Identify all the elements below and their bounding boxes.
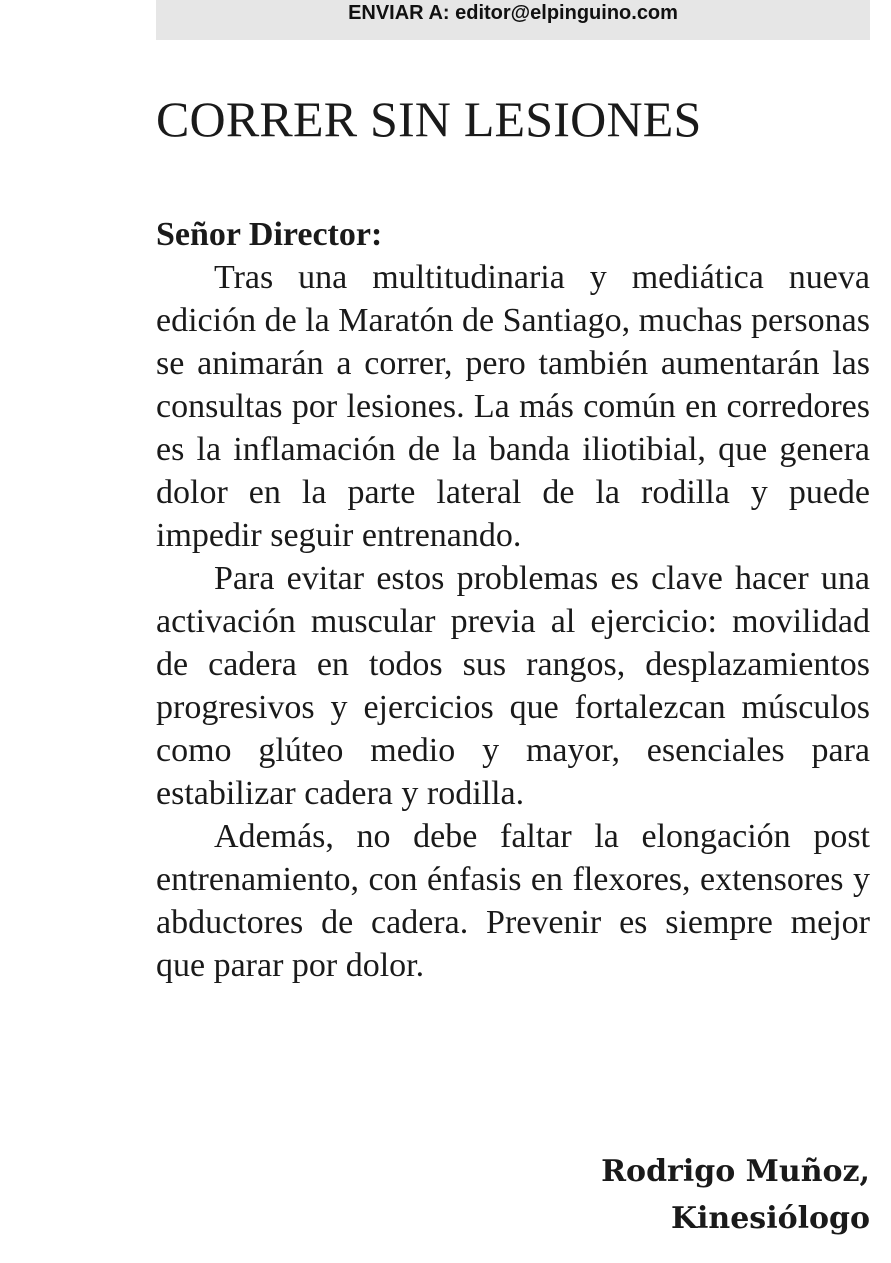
letter-signature xyxy=(601,1148,870,1242)
signature-name: Rodrigo Muñoz, xyxy=(601,1154,870,1189)
letter-headline: CORRER SIN LESIONES xyxy=(156,91,702,147)
letter-paragraph-1: Tras una multitudinaria y mediática nueva edición de la Maratón de Santiago, muchas personas se animarán a correr, pero también aumentarán las consultas por lesiones. La más común en corredores es la inflamación de la banda iliotibial, que genera dolor en la parte lateral de la rodilla y puede impedir seguir entrenando. xyxy=(156,259,870,554)
letter-body xyxy=(156,256,870,987)
send-to-email-text: ENVIAR A: editor@elpinguino.com xyxy=(348,2,678,24)
signature-title: Kinesiólogo xyxy=(670,1201,870,1236)
letter-salutation: Señor Director: xyxy=(156,216,383,253)
send-to-banner xyxy=(156,0,870,40)
letter-paragraph-3: Además, no debe faltar la elongación post entrenamiento, con énfasis en flexores, extensores y abductores de cadera. Prevenir es siempre mejor que parar por dolor. xyxy=(156,818,870,984)
letter-paragraph-2: Para evitar estos problemas es clave hacer una activación muscular previa al ejercicio: movilidad de cadera en todos sus rangos, desplazamientos progresivos y ejercicios que fortalezcan músculos como glúteo medio y mayor, esenciales para estabilizar cadera y rodilla. xyxy=(156,560,870,812)
